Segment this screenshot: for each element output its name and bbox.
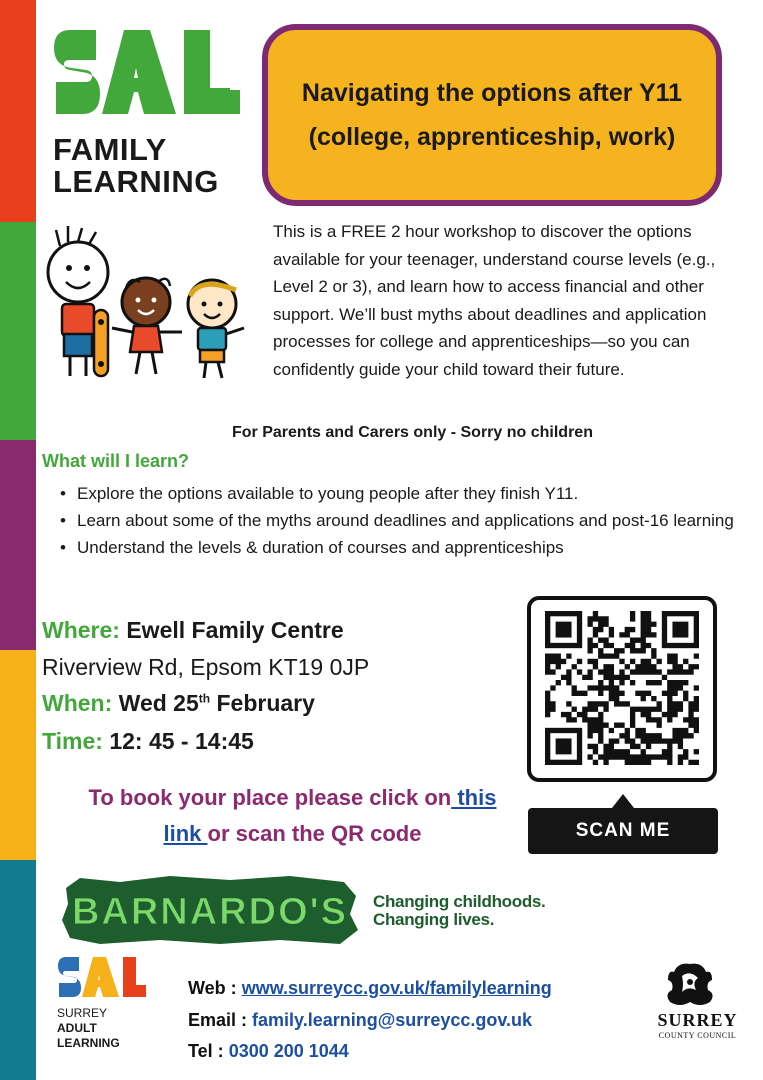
- address-line: Riverview Rd, Epsom KT19 0JP: [42, 654, 370, 680]
- sal-line2: ADULT: [57, 1021, 97, 1035]
- learning-line: LEARNING: [53, 164, 219, 199]
- sal-line3: LEARNING: [57, 1036, 120, 1050]
- tel-label: Tel :: [188, 1041, 224, 1061]
- qr-code[interactable]: [527, 596, 717, 782]
- children-illustration: [40, 224, 250, 384]
- contact-email: [188, 1010, 532, 1031]
- sal-line1: SURREY: [57, 1006, 108, 1020]
- tagline-line1: Changing childhoods.: [373, 892, 546, 911]
- sal-footer-text: [57, 1006, 120, 1051]
- side-stripe-red: [0, 0, 36, 222]
- contact-tel: [188, 1041, 349, 1062]
- learn-item: • Learn about some of the myths around deadlines and applications and post-16 learning: [56, 507, 761, 534]
- surrey-council-crest-icon: [660, 960, 718, 1010]
- title-box: [262, 24, 722, 206]
- learn-item: • Understand the levels & duration of courses and apprenticeships: [56, 534, 761, 561]
- when-label: When:: [42, 690, 113, 716]
- side-stripe-yellow: [0, 650, 36, 860]
- intro-paragraph: This is a FREE 2 hour workshop to discover the options available for your teenager, understand course levels (e.g., Level 2 or 3), and learn how to access financial and other support. We’ll bust myths about deadlines and application processes for college and apprenticeships—so you can confidently guide your child toward their future.: [273, 222, 716, 379]
- family-line: FAMILY: [53, 132, 167, 167]
- learn-item: • Explore the options available to young people after they finish Y11.: [56, 480, 761, 507]
- booking-link-part2[interactable]: link: [163, 821, 208, 846]
- where-value: Ewell Family Centre: [126, 617, 344, 643]
- booking-text-after: or scan the QR code: [207, 821, 422, 846]
- barnardos-wordmark: BARNARDO'S: [71, 891, 349, 933]
- when-month: February: [210, 690, 315, 716]
- tagline-line2: Changing lives.: [373, 910, 495, 929]
- time-value: 12: 45 - 14:45: [109, 728, 254, 754]
- scan-me-pointer: [612, 794, 634, 808]
- learn-heading: What will I learn?: [42, 451, 190, 471]
- booking-link-part1[interactable]: this: [451, 785, 497, 810]
- family-learning-wordmark: [53, 134, 219, 198]
- web-link[interactable]: www.surreycc.gov.uk/familylearning: [241, 978, 552, 998]
- booking-text-before: To book your place please click on: [88, 785, 452, 810]
- surrey-name: SURREY: [657, 1010, 738, 1030]
- side-stripe-teal: [0, 860, 36, 1080]
- when-day: Wed 25: [118, 690, 199, 716]
- learn-list: [56, 480, 761, 561]
- side-stripe-purple: [0, 440, 36, 650]
- contact-web: [188, 978, 552, 999]
- sal-logo: [52, 28, 244, 116]
- booking-text: [40, 780, 545, 852]
- page-title: Navigating the options after Y11 (college, apprenticeship, work): [301, 79, 683, 151]
- where-line: [42, 617, 344, 644]
- barnardos-logo: [60, 874, 360, 946]
- side-stripe-green: [0, 222, 36, 440]
- tel-value[interactable]: 0300 200 1044: [228, 1041, 349, 1061]
- when-day-suffix: th: [198, 691, 211, 706]
- qr-code-image[interactable]: [545, 611, 699, 765]
- barnardos-tagline: [373, 893, 545, 929]
- web-label: Web :: [188, 978, 237, 998]
- surrey-subtitle: COUNTY COUNCIL: [658, 1031, 737, 1040]
- where-label: Where:: [42, 617, 120, 643]
- time-label: Time:: [42, 728, 103, 754]
- email-label: Email :: [188, 1010, 248, 1030]
- sal-footer-logo: [57, 956, 149, 998]
- when-line: [42, 690, 315, 717]
- email-value[interactable]: family.learning@surreycc.gov.uk: [252, 1010, 533, 1030]
- time-line: [42, 728, 254, 755]
- parents-only-note: For Parents and Carers only - Sorry no children: [232, 424, 593, 441]
- scan-me-label: SCAN ME: [528, 808, 718, 854]
